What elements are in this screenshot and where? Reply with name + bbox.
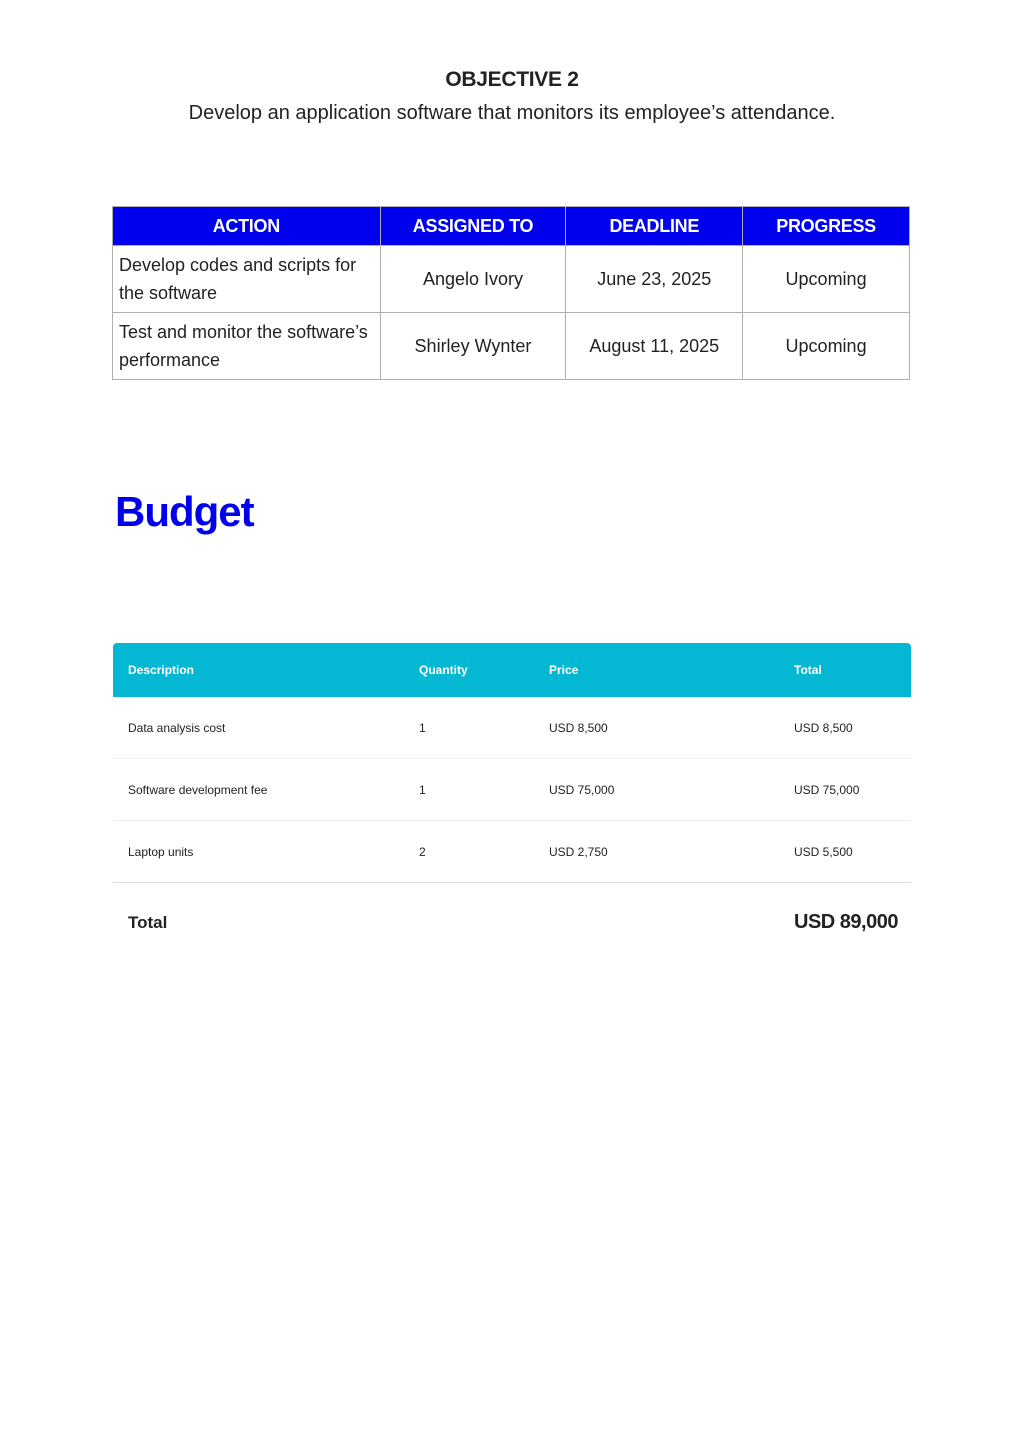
budget-row [113, 821, 911, 883]
action-cell: Test and monitor the software’s performance [113, 313, 381, 380]
budget-table [113, 643, 911, 963]
objective-title: OBJECTIVE 2 [445, 68, 579, 91]
progress-cell: Upcoming [743, 313, 910, 380]
total-cell: USD 5,500 [794, 844, 853, 859]
description-cell: Software development fee [128, 782, 268, 797]
objective-description: Develop an application software that monitors its employee’s attendance. [188, 102, 836, 124]
price-cell: USD 2,750 [549, 844, 608, 859]
action-cell: Develop codes and scripts for the software [113, 246, 381, 313]
quantity-cell: 1 [419, 720, 426, 735]
quantity-cell: 2 [419, 844, 426, 859]
header-total: Total [794, 663, 822, 677]
total-cell: USD 8,500 [794, 720, 853, 735]
description-cell: Data analysis cost [128, 720, 226, 735]
header-assigned-to: ASSIGNED TO [380, 207, 566, 246]
budget-heading: Budget [115, 488, 254, 535]
assigned-to-cell: Angelo Ivory [380, 246, 566, 313]
header-description: Description [128, 663, 195, 677]
header-action: ACTION [113, 207, 381, 246]
header-deadline: DEADLINE [566, 207, 743, 246]
price-cell: USD 8,500 [549, 720, 608, 735]
quantity-cell: 1 [419, 782, 426, 797]
budget-header-row [113, 643, 911, 697]
budget-row [113, 697, 911, 759]
deadline-cell: August 11, 2025 [566, 313, 743, 380]
header-quantity: Quantity [419, 663, 468, 677]
total-value: USD 89,000 [794, 911, 898, 933]
table-row [113, 246, 910, 313]
progress-cell: Upcoming [743, 246, 910, 313]
table-header-row [113, 207, 910, 246]
description-cell: Laptop units [128, 844, 194, 859]
budget-total-row [113, 883, 911, 963]
actions-table [112, 206, 910, 380]
total-label: Total [128, 913, 168, 932]
assigned-to-cell: Shirley Wynter [380, 313, 566, 380]
total-cell: USD 75,000 [794, 782, 860, 797]
price-cell: USD 75,000 [549, 782, 615, 797]
budget-row [113, 759, 911, 821]
header-progress: PROGRESS [743, 207, 910, 246]
header-price: Price [549, 663, 579, 677]
table-row [113, 313, 910, 380]
deadline-cell: June 23, 2025 [566, 246, 743, 313]
